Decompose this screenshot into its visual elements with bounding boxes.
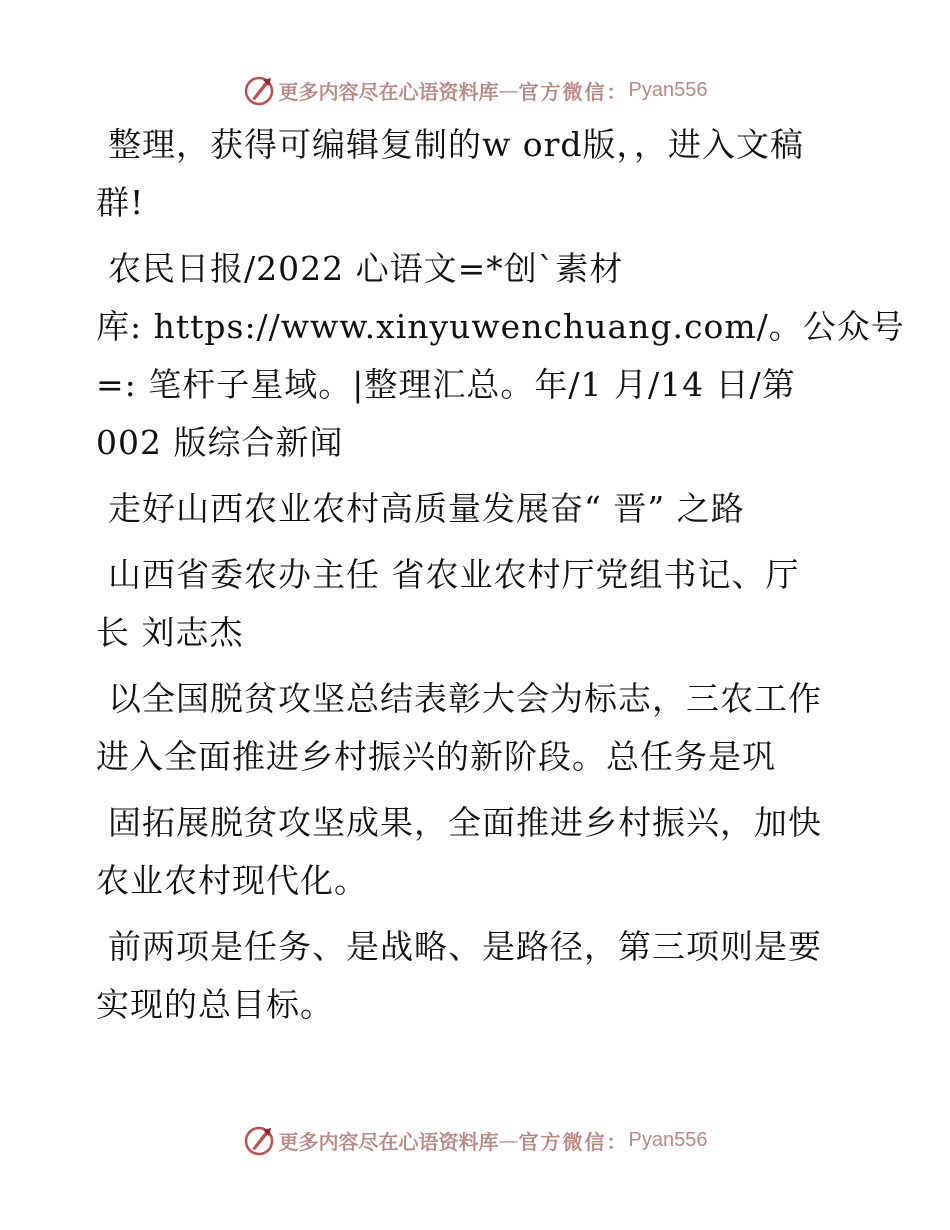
header-banner [0,70,950,110]
banner-dash: — [498,1128,519,1152]
paragraph-line: 长 刘志杰 [96,613,244,652]
quill-logo-icon [243,1124,275,1156]
paragraph-line: 固拓展脱贫攻坚成果，全面推进乡村振兴，加快 [108,803,822,842]
paragraph-line: 进入全面推进乡村振兴的新阶段。总任务是巩 [96,737,776,776]
paragraph-line: 农业农村现代化。 [96,861,368,900]
paragraph-line: 002 版综合新闻 [96,423,344,462]
paragraph-line: =: 笔杆子星域。|整理汇总。年/1 月/14 日/第 [96,365,796,404]
paragraph-line: 群! [96,183,145,222]
paragraph [96,670,832,786]
paragraph-line: 走好山西农业农村高质量发展奋“ 晋” 之路 [108,489,745,528]
paragraph-line: 实现的总目标。 [96,985,334,1024]
paragraph [96,116,832,232]
author-line [96,546,832,662]
paragraph [96,918,832,1034]
banner-wechat-id: Pyan556 [628,78,708,101]
banner-wechat-label: 官方微信： [518,1129,629,1154]
paragraph [96,240,905,472]
footer-banner [0,1120,950,1160]
banner-dash: — [498,78,519,102]
article-title [96,480,832,538]
paragraph-line: 农民日报/2022 心语文=*创`素材 [108,249,624,288]
paragraph-line: 整理，获得可编辑复制的w ord版，，进入文稿 [108,125,805,164]
banner-main-text: 更多内容尽在心语资料库 [278,79,499,104]
banner-main-text: 更多内容尽在心语资料库 [278,1129,499,1154]
document-body [96,116,905,1042]
banner-wechat-label: 官方微信： [518,79,629,104]
paragraph-line: 山西省委农办主任 省农业农村厅党组书记、厅 [108,555,800,594]
banner-wechat-id: Pyan556 [628,1128,708,1151]
paragraph-line: 前两项是任务、是战略、是路径，第三项则是要 [108,927,822,966]
paragraph-line: 库: https://www.xinyuwenchuang.com/。公众号 [96,307,905,346]
paragraph [96,794,832,910]
paragraph-line: 以全国脱贫攻坚总结表彰大会为标志，三农工作 [108,679,822,718]
quill-logo-icon [243,74,275,106]
